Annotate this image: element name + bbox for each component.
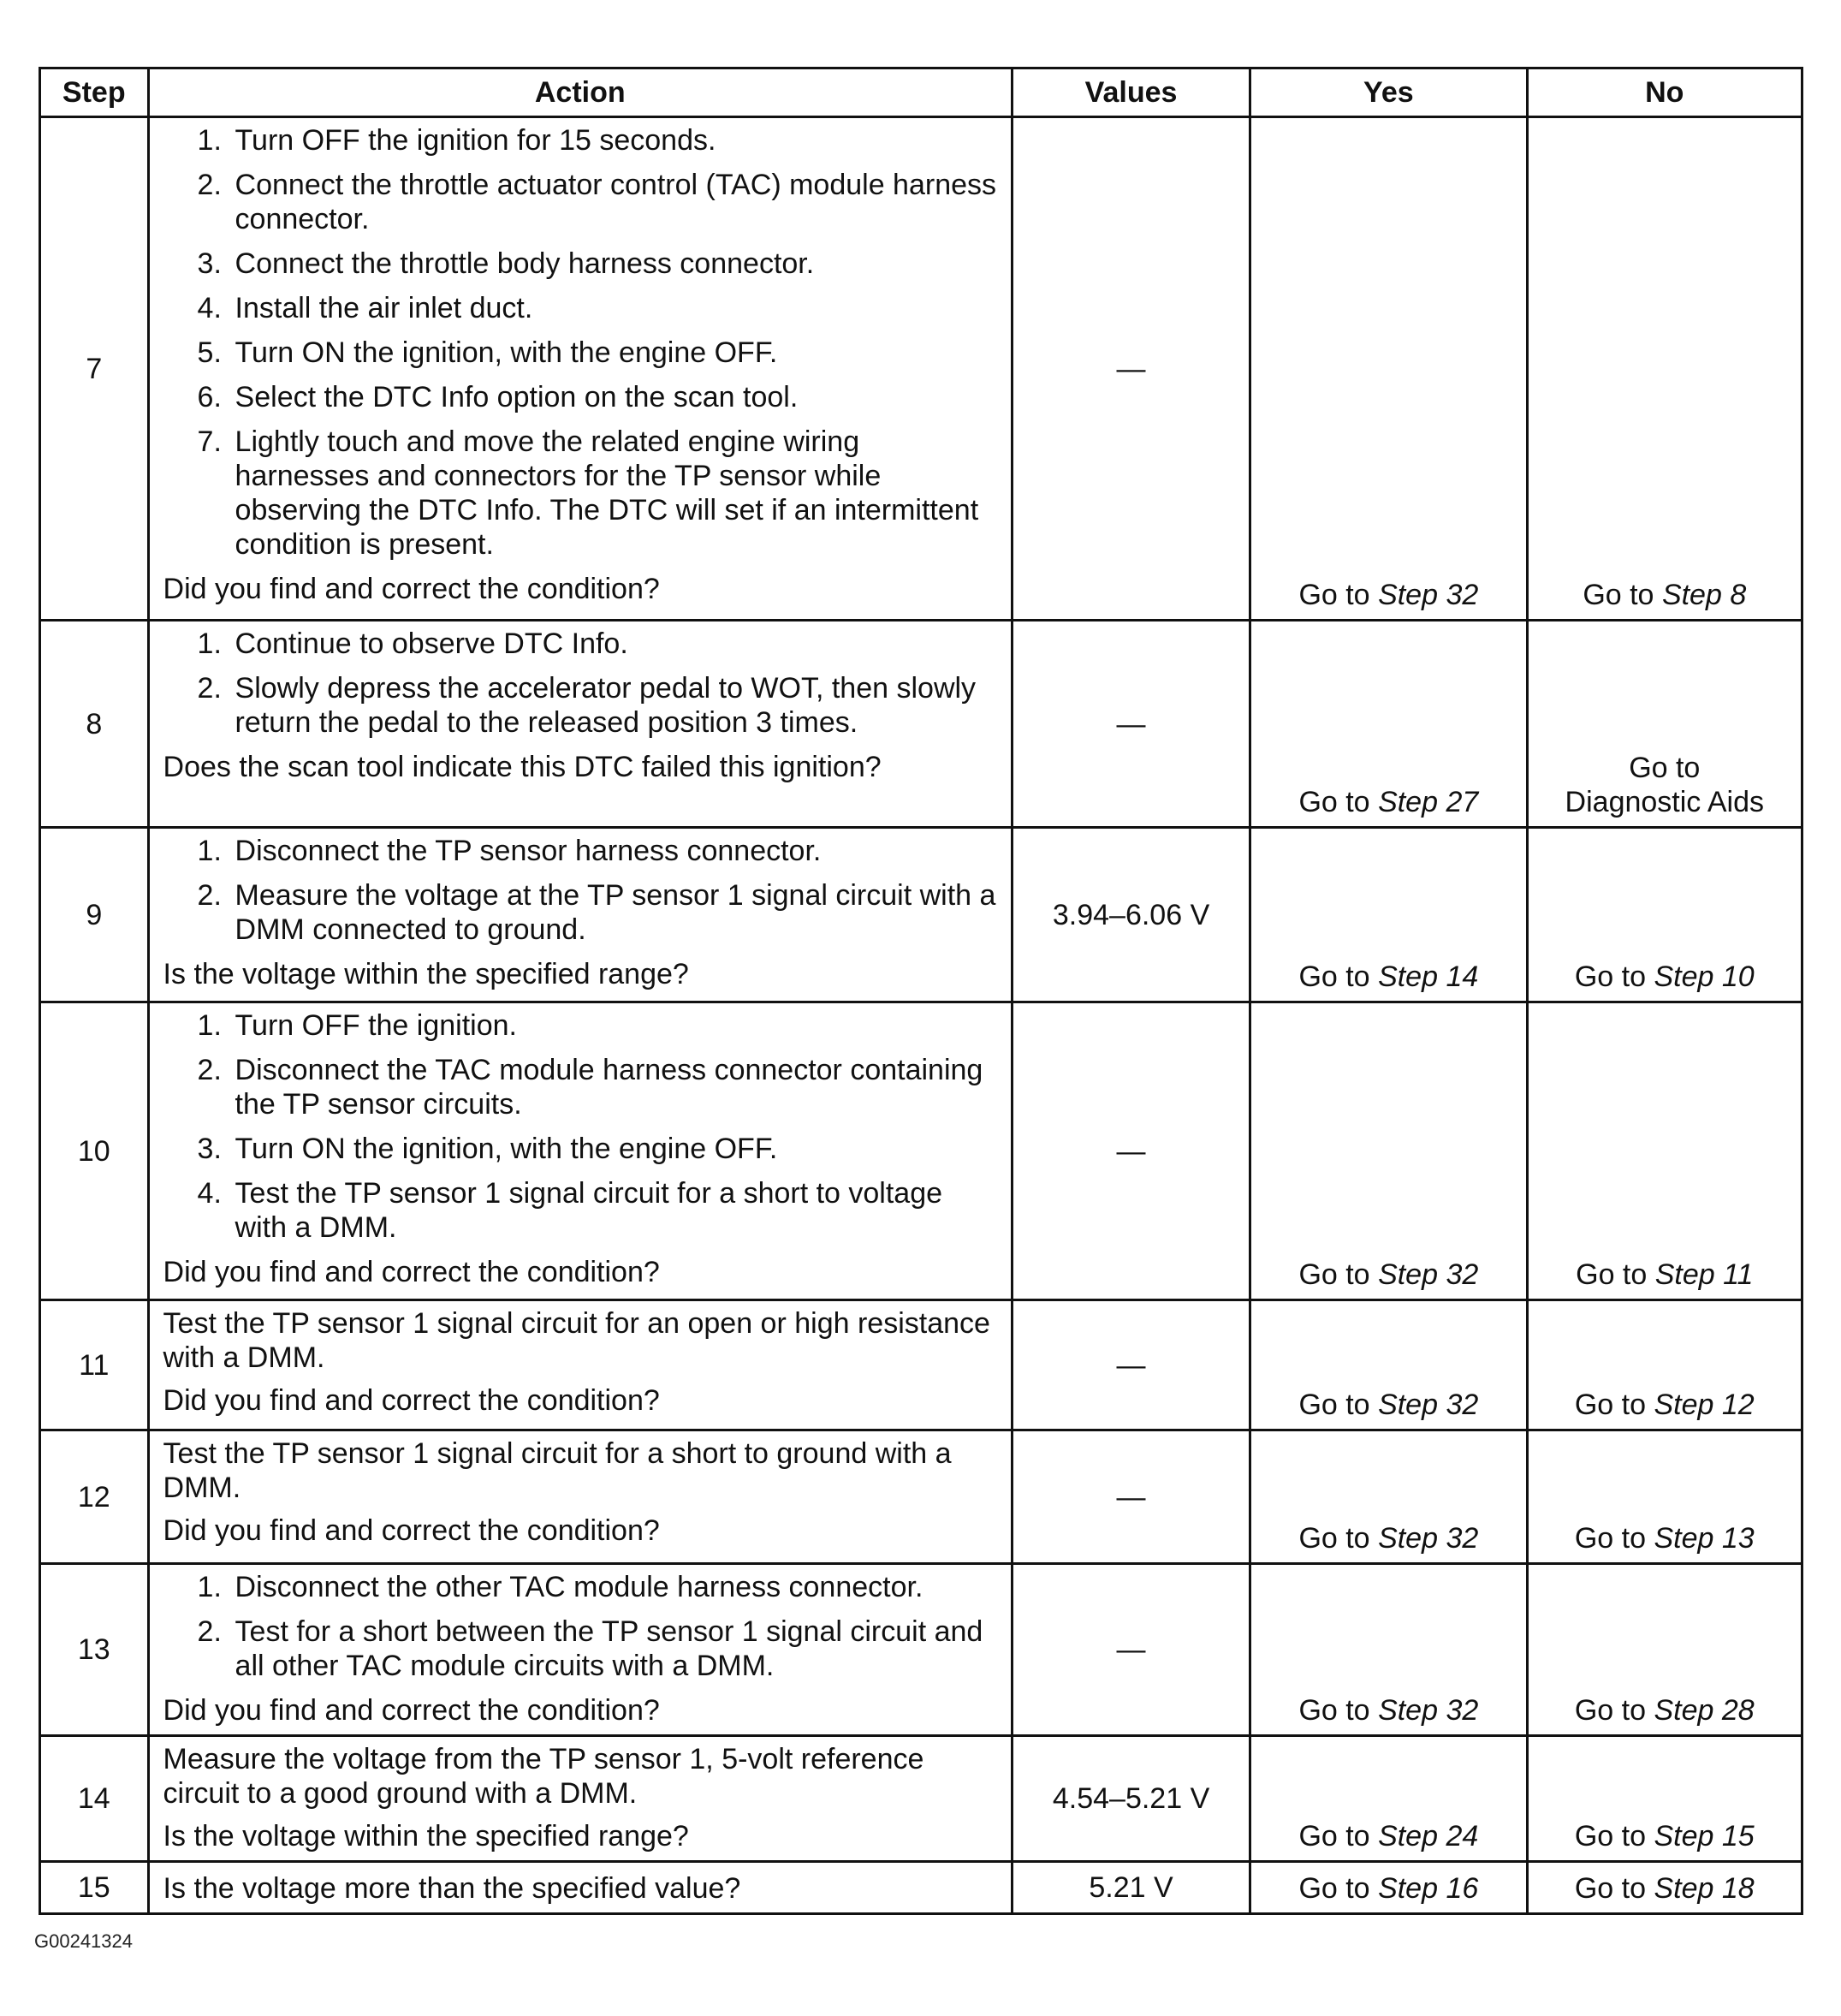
goto-link xyxy=(1575,1389,1755,1421)
action-step-text: Turn ON the ignition, with the engine OFF. xyxy=(235,336,778,369)
goto-prefix: Go to xyxy=(1574,1820,1647,1852)
goto-prefix: Go to xyxy=(1574,960,1647,993)
action-cell xyxy=(148,1564,1012,1736)
action-step-text: Disconnect the TP sensor harness connector. xyxy=(235,835,822,867)
action-step xyxy=(198,1570,999,1604)
goto-link xyxy=(1575,1872,1755,1905)
action-step-number: 2. xyxy=(197,169,222,201)
no-cell xyxy=(1527,1736,1802,1862)
action-step-text: Test the TP sensor 1 signal circuit for a short to voltage with a DMM. xyxy=(235,1177,943,1244)
goto-prefix: Go to xyxy=(1298,1694,1370,1727)
goto-link xyxy=(1298,1522,1478,1555)
action-step-number: 1. xyxy=(197,1571,222,1603)
action-step xyxy=(198,123,999,158)
table-body xyxy=(40,117,1802,1914)
no-cell xyxy=(1527,117,1802,621)
action-question: Did you find and correct the condition? xyxy=(163,573,660,605)
step-number: 11 xyxy=(40,1300,149,1430)
header-action: Action xyxy=(148,68,1012,117)
goto-target: Step 32 xyxy=(1378,1258,1479,1291)
action-question: Did you find and correct the condition? xyxy=(163,1256,660,1288)
values-cell: — xyxy=(1012,117,1250,621)
action-step xyxy=(198,1053,999,1121)
values-cell: 5.21 V xyxy=(1012,1862,1250,1914)
step-number: 13 xyxy=(40,1564,149,1736)
action-cell xyxy=(148,1736,1012,1862)
goto-link xyxy=(1298,1694,1478,1727)
action-cell xyxy=(148,621,1012,828)
goto-link xyxy=(1576,1258,1753,1291)
no-cell xyxy=(1527,621,1802,828)
action-cell xyxy=(148,1002,1012,1300)
table-row xyxy=(40,621,1802,828)
action-step-number: 6. xyxy=(197,381,222,413)
header-row xyxy=(40,68,1802,117)
action-step xyxy=(198,247,999,281)
action-question: Does the scan tool indicate this DTC failed this ignition? xyxy=(163,751,882,783)
action-steps-list xyxy=(163,627,999,740)
action-step-text: Turn OFF the ignition. xyxy=(235,1009,517,1042)
action-steps-list xyxy=(163,1008,999,1245)
action-question: Did you find and correct the condition? xyxy=(163,1514,660,1547)
action-step-number: 1. xyxy=(197,124,222,157)
goto-link xyxy=(1298,960,1478,993)
figure-id: G00241324 xyxy=(34,1930,133,1952)
action-step xyxy=(198,168,999,236)
goto-target: Step 16 xyxy=(1378,1872,1479,1905)
action-text: Measure the voltage from the TP sensor 1, 5-volt reference circuit to a good ground with a DMM. xyxy=(163,1743,924,1810)
header-no: No xyxy=(1527,68,1802,117)
diagnostic-table xyxy=(39,67,1803,1915)
action-cell xyxy=(148,828,1012,1002)
action-text: Test the TP sensor 1 signal circuit for an open or high resistance with a DMM. xyxy=(163,1307,990,1374)
goto-target: Step 27 xyxy=(1378,786,1479,818)
goto-target: Step 15 xyxy=(1654,1820,1755,1852)
goto-target: Step 13 xyxy=(1654,1522,1755,1555)
goto-link xyxy=(1298,1389,1478,1421)
goto-link xyxy=(1298,579,1478,611)
action-step-text: Test for a short between the TP sensor 1 signal circuit and all other TAC module circuits with a DMM. xyxy=(235,1615,983,1682)
goto-prefix: Go to xyxy=(1574,1522,1647,1555)
values-cell: — xyxy=(1012,621,1250,828)
values-cell: 4.54–5.21 V xyxy=(1012,1736,1250,1862)
yes-cell xyxy=(1250,1736,1527,1862)
values-cell: 3.94–6.06 V xyxy=(1012,828,1250,1002)
goto-target: Step 32 xyxy=(1378,579,1479,611)
yes-cell xyxy=(1250,1564,1527,1736)
action-steps-list xyxy=(163,1570,999,1683)
values-cell: — xyxy=(1012,1002,1250,1300)
table-row xyxy=(40,1862,1802,1914)
goto-prefix: Go to xyxy=(1298,1389,1370,1421)
action-step-text: Disconnect the TAC module harness connector containing the TP sensor circuits. xyxy=(235,1054,983,1121)
goto-link xyxy=(1298,1820,1478,1852)
goto-target: Step 32 xyxy=(1378,1694,1479,1727)
step-number: 9 xyxy=(40,828,149,1002)
goto-link xyxy=(1575,1694,1755,1727)
action-step-text: Select the DTC Info option on the scan tool. xyxy=(235,381,799,413)
goto-prefix: Go to xyxy=(1574,1389,1647,1421)
step-number: 7 xyxy=(40,117,149,621)
no-cell xyxy=(1527,1430,1802,1564)
goto-link xyxy=(1298,1258,1478,1291)
goto-link xyxy=(1529,752,1801,819)
goto-prefix: Go to xyxy=(1574,1872,1647,1905)
goto-link xyxy=(1583,579,1746,611)
action-step-number: 1. xyxy=(197,627,222,660)
action-question: Is the voltage more than the specified value? xyxy=(163,1872,741,1905)
goto-link xyxy=(1298,786,1478,818)
action-question: Is the voltage within the specified range? xyxy=(163,958,689,990)
action-step-text: Turn OFF the ignition for 15 seconds. xyxy=(235,124,716,157)
no-cell xyxy=(1527,1564,1802,1736)
goto-target: Step 12 xyxy=(1654,1389,1755,1421)
action-step xyxy=(198,1008,999,1043)
action-step-number: 3. xyxy=(197,247,222,280)
values-cell: — xyxy=(1012,1564,1250,1736)
table-row xyxy=(40,1300,1802,1430)
goto-target: Diagnostic Aids xyxy=(1565,786,1765,818)
action-step xyxy=(198,878,999,947)
table-row xyxy=(40,1736,1802,1862)
goto-prefix: Go to xyxy=(1298,579,1370,611)
step-number: 10 xyxy=(40,1002,149,1300)
yes-cell xyxy=(1250,1002,1527,1300)
action-step-number: 1. xyxy=(197,835,222,867)
action-steps-list xyxy=(163,123,999,562)
action-step-text: Lightly touch and move the related engine wiring harnesses and connectors for the TP sensor while observing the DTC Info. The DTC will set if an intermittent condition is present. xyxy=(235,425,979,561)
values-cell: — xyxy=(1012,1300,1250,1430)
action-step-number: 2. xyxy=(197,1054,222,1086)
goto-target: Step 28 xyxy=(1654,1694,1755,1727)
step-number: 12 xyxy=(40,1430,149,1564)
action-step-number: 4. xyxy=(197,292,222,324)
step-number: 8 xyxy=(40,621,149,828)
goto-link xyxy=(1575,1820,1755,1852)
yes-cell xyxy=(1250,828,1527,1002)
no-cell xyxy=(1527,1002,1802,1300)
header-values: Values xyxy=(1012,68,1250,117)
action-step-text: Install the air inlet duct. xyxy=(235,292,533,324)
goto-prefix: Go to xyxy=(1298,786,1370,818)
action-step-text: Measure the voltage at the TP sensor 1 signal circuit with a DMM connected to ground. xyxy=(235,879,996,946)
goto-prefix: Go to xyxy=(1629,752,1701,784)
action-step-text: Continue to observe DTC Info. xyxy=(235,627,628,660)
table-row xyxy=(40,117,1802,621)
goto-target: Step 32 xyxy=(1378,1389,1479,1421)
header-step: Step xyxy=(40,68,149,117)
action-cell xyxy=(148,1430,1012,1564)
action-step xyxy=(198,1615,999,1683)
table-row xyxy=(40,1430,1802,1564)
goto-target: Step 11 xyxy=(1654,1258,1754,1291)
action-step-number: 2. xyxy=(197,672,222,705)
no-cell xyxy=(1527,1862,1802,1914)
goto-target: Step 10 xyxy=(1654,960,1755,993)
action-text: Test the TP sensor 1 signal circuit for a short to ground with a DMM. xyxy=(163,1437,952,1504)
yes-cell xyxy=(1250,621,1527,828)
goto-target: Step 32 xyxy=(1378,1522,1479,1555)
no-cell xyxy=(1527,828,1802,1002)
action-step xyxy=(198,425,999,562)
action-step-number: 3. xyxy=(197,1133,222,1165)
no-cell xyxy=(1527,1300,1802,1430)
action-step-text: Disconnect the other TAC module harness connector. xyxy=(235,1571,923,1603)
goto-prefix: Go to xyxy=(1298,1522,1370,1555)
yes-cell xyxy=(1250,1862,1527,1914)
action-step-text: Slowly depress the accelerator pedal to WOT, then slowly return the pedal to the released position 3 times. xyxy=(235,672,977,739)
yes-cell xyxy=(1250,117,1527,621)
yes-cell xyxy=(1250,1430,1527,1564)
goto-target: Step 18 xyxy=(1654,1872,1755,1905)
action-step xyxy=(198,1176,999,1245)
action-question: Is the voltage within the specified range? xyxy=(163,1820,689,1852)
action-step xyxy=(198,380,999,414)
action-step-text: Connect the throttle actuator control (TAC) module harness connector. xyxy=(235,169,997,235)
action-step-text: Turn ON the ignition, with the engine OFF. xyxy=(235,1133,778,1165)
action-cell xyxy=(148,1300,1012,1430)
action-cell xyxy=(148,1862,1012,1914)
goto-link xyxy=(1575,1522,1755,1555)
action-step-number: 5. xyxy=(197,336,222,369)
action-step-number: 2. xyxy=(197,879,222,912)
action-question: Did you find and correct the condition? xyxy=(163,1694,660,1727)
action-step xyxy=(198,627,999,661)
goto-prefix: Go to xyxy=(1574,1694,1647,1727)
goto-prefix: Go to xyxy=(1583,579,1654,611)
goto-prefix: Go to xyxy=(1298,1872,1370,1905)
table-row xyxy=(40,1002,1802,1300)
goto-target: Step 24 xyxy=(1378,1820,1479,1852)
goto-prefix: Go to xyxy=(1298,960,1370,993)
step-number: 14 xyxy=(40,1736,149,1862)
action-step-number: 1. xyxy=(197,1009,222,1042)
goto-target: Step 14 xyxy=(1378,960,1479,993)
table-row xyxy=(40,828,1802,1002)
step-number: 15 xyxy=(40,1862,149,1914)
goto-target: Step 8 xyxy=(1661,579,1747,611)
yes-cell xyxy=(1250,1300,1527,1430)
values-cell: — xyxy=(1012,1430,1250,1564)
action-step-text: Connect the throttle body harness connector. xyxy=(235,247,815,280)
action-step xyxy=(198,336,999,370)
action-question: Did you find and correct the condition? xyxy=(163,1384,660,1417)
goto-prefix: Go to xyxy=(1576,1258,1648,1291)
action-step xyxy=(198,1132,999,1166)
table-row xyxy=(40,1564,1802,1736)
action-step xyxy=(198,291,999,325)
header-yes: Yes xyxy=(1250,68,1527,117)
action-step xyxy=(198,671,999,740)
goto-prefix: Go to xyxy=(1298,1820,1370,1852)
goto-link xyxy=(1575,960,1755,993)
action-step-number: 7. xyxy=(197,425,222,458)
action-cell xyxy=(148,117,1012,621)
action-step-number: 4. xyxy=(197,1177,222,1210)
goto-prefix: Go to xyxy=(1298,1258,1370,1291)
action-step xyxy=(198,834,999,868)
action-steps-list xyxy=(163,834,999,947)
goto-link xyxy=(1298,1872,1478,1905)
action-step-number: 2. xyxy=(197,1615,222,1648)
